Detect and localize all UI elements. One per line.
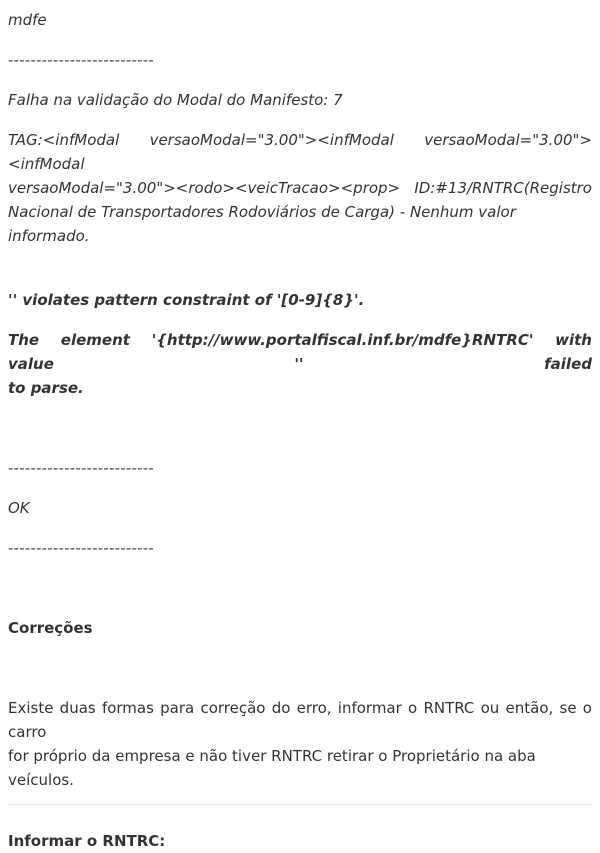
parse-error [8, 328, 592, 400]
correction-paragraph [8, 696, 592, 792]
ok-label: OK [8, 499, 30, 517]
pattern-violation: '' violates pattern constraint of '[0-9]{8}'. [8, 291, 365, 309]
paragraph-line: for próprio da empresa e não tiver RNTRC retirar o Proprietário na aba veículos. [8, 747, 536, 789]
correcoes-heading: Correções [8, 619, 93, 637]
parse-error-line: to parse. [8, 379, 84, 397]
separator: -------------------------- [8, 539, 154, 557]
paragraph-line: Existe duas formas para correção do erro, informar o RNTRC ou então, se o carro [8, 699, 592, 741]
tag-message-line: versaoModal="3.00"><rodo><veicTracao><prop> ID:#13/RNTRC(Registro [8, 179, 592, 197]
error-title: Falha na validação do Modal do Manifesto: 7 [8, 91, 343, 109]
tag-message [8, 128, 592, 248]
separator: -------------------------- [8, 51, 154, 69]
separator: -------------------------- [8, 459, 154, 477]
tag-message-line: TAG:<infModal versaoModal="3.00"><infModal versaoModal="3.00"><infModal [8, 131, 592, 173]
informar-heading: Informar o RNTRC: [8, 832, 166, 850]
mdfe-label: mdfe [8, 11, 47, 29]
tag-message-line: Nacional de Transportadores Rodoviários de Carga) - Nenhum valor informado. [8, 203, 516, 245]
parse-error-line: The element '{http://www.portalfiscal.inf.br/mdfe}RNTRC' with value '' failed [8, 331, 592, 373]
